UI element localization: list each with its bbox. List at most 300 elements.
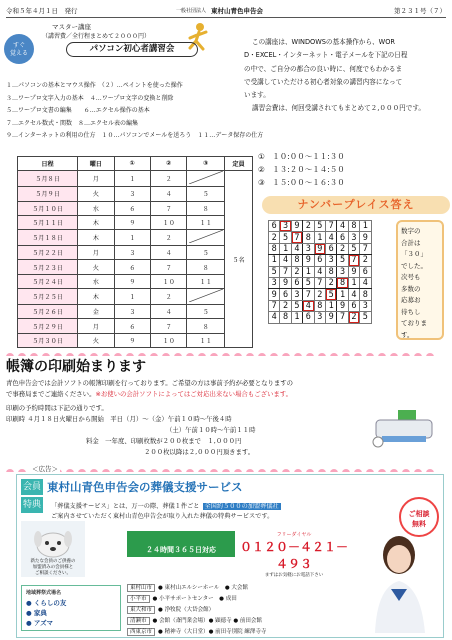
flower-icon xyxy=(390,353,398,356)
grid-cell: 7 xyxy=(337,312,348,323)
slot1-cell: １ xyxy=(114,289,150,305)
grid-cell: 8 xyxy=(269,243,280,254)
flower-icon xyxy=(66,469,74,472)
ad-text1 xyxy=(51,501,281,510)
phone-number[interactable]: ０１２０－４２１－４９３ xyxy=(239,540,348,571)
grid-cell: 5 xyxy=(348,243,359,254)
publisher-name: 東村山青色申告会 xyxy=(211,7,263,15)
ad-box xyxy=(16,474,444,638)
hall-item: ● くらしの友 xyxy=(26,599,67,607)
ledger-p7: ２００枚以降は２,０００円頂きます。 xyxy=(144,448,255,456)
grid-cell: 4 xyxy=(337,221,348,232)
tokuten-label xyxy=(21,497,43,513)
grid-cell: 1 xyxy=(348,277,359,288)
hall-item: ● 家典 xyxy=(26,609,47,617)
slot3-cell: １１ xyxy=(187,274,225,288)
flower-divider xyxy=(6,462,446,472)
slot1-cell: ９ xyxy=(114,274,150,288)
flower-icon xyxy=(186,469,194,472)
grid-cell: 1 xyxy=(314,232,325,243)
dog-caption xyxy=(21,559,85,577)
flower-icon xyxy=(318,469,326,472)
date-cell: ５月２９日 xyxy=(18,319,78,333)
date-cell: ５月２３日 xyxy=(18,260,78,274)
grid-cell: 6 xyxy=(325,243,336,254)
slot2-cell: ７ xyxy=(151,260,187,274)
weekday-cell: 木 xyxy=(78,215,114,229)
slot1-cell: ９ xyxy=(114,215,150,229)
flower-icon xyxy=(258,353,266,356)
flower-icon xyxy=(294,469,302,472)
flower-icon xyxy=(234,469,242,472)
grid-cell: 3 xyxy=(291,289,302,300)
schedule-row xyxy=(18,319,253,333)
grid-cell: 2 xyxy=(303,221,314,232)
badge xyxy=(4,34,34,64)
grid-cell: 9 xyxy=(314,243,325,254)
time-slot: ① １０:００～１１:３０ xyxy=(258,152,345,161)
grid-cell: 4 xyxy=(314,266,325,277)
diagonal-strike xyxy=(189,230,223,243)
tag-kiyose: 清瀬市 xyxy=(127,617,150,625)
weekday-cell: 木 xyxy=(78,289,114,305)
course-item: ５…ワープロ文書の編集 ６…エクセル操作の基本 xyxy=(6,107,150,115)
ledger-p5: （土）午前１０時～午前１１時 xyxy=(166,426,256,434)
capacity-cell: ５名 xyxy=(225,171,253,348)
diagonal-strike xyxy=(189,289,223,302)
flower-icon xyxy=(366,469,374,472)
slot2-cell: １０ xyxy=(151,333,187,347)
grid-cell: 4 xyxy=(360,277,371,288)
grid-cell: 5 xyxy=(280,232,291,243)
col-slot2: ② xyxy=(151,157,187,171)
dog-caption-2: 加盟済みの会員様と xyxy=(32,565,74,570)
ledger-title: 帳簿の印刷始まります xyxy=(6,359,146,375)
puzzle-grid xyxy=(268,220,372,324)
hall-item: ● アズマ xyxy=(26,619,54,627)
grid-cell: 8 xyxy=(303,232,314,243)
tokuten-2: 典 xyxy=(32,500,42,510)
flower-icon xyxy=(102,469,110,472)
tag-higashimurayama: 東村山市 xyxy=(127,584,155,592)
dog-caption-1: 新たな会員のご供養の xyxy=(30,559,76,564)
col-date: 日程 xyxy=(18,157,78,171)
grid-cell: 2 xyxy=(337,243,348,254)
grid-cell: 5 xyxy=(303,277,314,288)
tokuten-1: 特 xyxy=(22,500,32,510)
flower-icon xyxy=(222,469,230,472)
slot1-cell: ６ xyxy=(114,201,150,215)
flower-icon xyxy=(174,353,182,356)
schedule-row xyxy=(18,246,253,260)
ledger-p3: 印刷の予約時間は下記の通りです。 xyxy=(6,404,108,412)
grid-cell: 5 xyxy=(337,255,348,266)
slot2-cell: ７ xyxy=(151,319,187,333)
ad-text1-box: 全国約５００の加盟葬儀社 xyxy=(204,503,279,510)
weekday-cell: 月 xyxy=(78,171,114,187)
flower-icon xyxy=(186,353,194,356)
slot3-cell: １１ xyxy=(187,215,225,229)
operator-photo xyxy=(361,529,439,633)
slot1-cell: ９ xyxy=(114,333,150,347)
date-cell: ５月２６日 xyxy=(18,305,78,319)
flower-icon xyxy=(354,469,362,472)
grid-cell: 3 xyxy=(325,255,336,266)
schedule-table xyxy=(17,156,253,348)
slot2-cell: ４ xyxy=(151,305,187,319)
grid-cell: 6 xyxy=(314,255,325,266)
date-cell: ５月３０日 xyxy=(18,333,78,347)
slot3-cell: ８ xyxy=(187,260,225,274)
weekday-cell: 木 xyxy=(78,230,114,246)
slot1-cell: ３ xyxy=(114,305,150,319)
grid-cell: 1 xyxy=(325,300,336,311)
grid-cell: 3 xyxy=(269,277,280,288)
grid-cell: 5 xyxy=(269,266,280,277)
intro-line: 講習会費は、何回受講されてもまとめて２,０００円です。 xyxy=(252,104,426,113)
weekday-cell: 月 xyxy=(78,246,114,260)
grid-cell: 2 xyxy=(360,255,371,266)
grid-cell: 4 xyxy=(291,243,302,254)
col-slot3: ③ xyxy=(187,157,225,171)
side-line: 次号も xyxy=(401,273,421,281)
side-line: 合計は xyxy=(401,238,421,247)
grid-cell: 8 xyxy=(348,221,359,232)
grid-cell: 8 xyxy=(280,312,291,323)
course-main-title: パソコン初心者講習会 xyxy=(66,42,198,57)
date-cell: ５月９日 xyxy=(18,187,78,201)
phone-block xyxy=(235,531,353,578)
grid-cell: 1 xyxy=(337,289,348,300)
grid-cell: 9 xyxy=(348,266,359,277)
schedule-row xyxy=(18,201,253,215)
grid-cell: 6 xyxy=(360,266,371,277)
tag-nishitokyo: 西東京市 xyxy=(127,628,155,636)
grid-cell: 7 xyxy=(280,266,291,277)
slot3-cell xyxy=(187,171,225,187)
grid-cell: 1 xyxy=(280,243,291,254)
grid-cell: 7 xyxy=(303,289,314,300)
grid-cell: 9 xyxy=(280,277,291,288)
grid-cell: 7 xyxy=(314,277,325,288)
slot2-cell: ４ xyxy=(151,187,187,201)
grid-cell: 3 xyxy=(348,232,359,243)
date-cell: ５月２５日 xyxy=(18,289,78,305)
ledger-p4: 印刷時 ４月１８日火曜日から開始 平日（月）～（金）午前１０時～午後４時 xyxy=(6,415,232,423)
flower-icon xyxy=(210,353,218,356)
grid-row xyxy=(269,232,372,243)
grid-cell: 7 xyxy=(291,232,302,243)
flower-icon xyxy=(330,469,338,472)
flower-icon xyxy=(150,353,158,356)
grid-row xyxy=(269,300,372,311)
slot1-cell: １ xyxy=(114,171,150,187)
grid-cell: 9 xyxy=(337,300,348,311)
flower-icon xyxy=(174,469,182,472)
side-line: 数字の xyxy=(401,227,421,235)
intro-line: この講座は、WINDOWSの基本操作から、WOR xyxy=(252,38,395,46)
hours-box: ２４時間３６５日対応 xyxy=(127,531,235,557)
flower-icon xyxy=(246,353,254,356)
grid-row xyxy=(269,266,372,277)
grid-cell: 7 xyxy=(348,255,359,266)
grid-cell: 6 xyxy=(269,221,280,232)
grid-cell: 2 xyxy=(325,277,336,288)
grid-cell: 5 xyxy=(314,221,325,232)
weekday-cell: 月 xyxy=(78,319,114,333)
flower-icon xyxy=(366,353,374,356)
dog-caption-3: ご相談ください。 xyxy=(35,571,71,576)
side-line: 待ちし xyxy=(401,307,421,316)
slot3-cell: ５ xyxy=(187,246,225,260)
flower-icon xyxy=(282,469,290,472)
grid-cell: 3 xyxy=(314,312,325,323)
grid-cell: 9 xyxy=(325,312,336,323)
flower-icon xyxy=(258,469,266,472)
col-weekday: 曜日 xyxy=(78,157,114,171)
consult-2: 無料 xyxy=(412,520,426,528)
intro-line: います。 xyxy=(244,91,270,100)
intro-line: で受講していただける初心者対象の講習内容になって xyxy=(244,77,403,86)
date-cell: ５月８日 xyxy=(18,171,78,187)
grid-cell: 3 xyxy=(337,266,348,277)
puzzle-title: ナンバープレイス答え xyxy=(262,196,450,214)
grid-cell: 6 xyxy=(337,232,348,243)
flower-icon xyxy=(402,469,410,472)
flower-icon xyxy=(402,353,410,356)
weekday-cell: 火 xyxy=(78,187,114,201)
flower-icon xyxy=(198,469,206,472)
flower-icon xyxy=(138,469,146,472)
badge-line2: 覚える xyxy=(9,50,28,57)
flower-icon xyxy=(318,353,326,356)
publisher-prefix: 一般社団法人 xyxy=(176,8,207,14)
grid-cell: 9 xyxy=(360,232,371,243)
puzzle-side-note xyxy=(396,220,444,340)
side-line: 応募お xyxy=(401,296,421,304)
flower-icon xyxy=(114,469,122,472)
schedule-row xyxy=(18,230,253,246)
weekday-cell: 火 xyxy=(78,333,114,347)
grid-cell: 2 xyxy=(348,312,359,323)
flower-icon xyxy=(210,469,218,472)
slot3-cell: １１ xyxy=(187,333,225,347)
issue-number: 第２３１号（７） xyxy=(394,7,446,15)
grid-cell: 2 xyxy=(314,289,325,300)
kaiin-label xyxy=(21,479,43,495)
flower-icon xyxy=(78,469,86,472)
schedule-row xyxy=(18,274,253,288)
flower-icon xyxy=(150,469,158,472)
flower-icon xyxy=(342,469,350,472)
grid-cell: 9 xyxy=(269,289,280,300)
slot2-cell: ２ xyxy=(151,230,187,246)
side-line: でした。 xyxy=(401,261,427,270)
slot3-cell: ８ xyxy=(187,319,225,333)
slot3-cell xyxy=(187,289,225,305)
schedule-row xyxy=(18,171,253,187)
flower-icon xyxy=(90,469,98,472)
flower-icon xyxy=(198,353,206,356)
side-line: ております。 xyxy=(401,319,427,339)
schedule-row xyxy=(18,305,253,319)
grid-cell: 1 xyxy=(269,255,280,266)
slot2-cell: ４ xyxy=(151,246,187,260)
ledger-p2b: ※お使いの会計ソフトによってはご対応出来ない場合もございます。 xyxy=(95,390,293,398)
tag-higashiyamato: 東大和市 xyxy=(127,606,155,614)
grid-row xyxy=(269,289,372,300)
flower-icon xyxy=(162,353,170,356)
flower-icon xyxy=(378,469,386,472)
date-cell: ５月２２日 xyxy=(18,246,78,260)
hall-list-5: ● 精神寺（大日堂）● 前田寺別院 練澤寺寺 xyxy=(158,629,267,635)
weekday-cell: 火 xyxy=(78,260,114,274)
intro-line: D・EXCEL・インターネット・電子メールを下記の日程 xyxy=(244,51,408,60)
course-fee: （講習費／全行程まとめて２０００円） xyxy=(42,33,151,40)
ad-text1-main: 「葬儀支援サービス」とは、万一の際、葬儀１件ごと xyxy=(51,503,200,510)
phone-label: フリーダイヤル xyxy=(276,532,312,538)
grid-row xyxy=(269,312,372,323)
flower-icon xyxy=(378,353,386,356)
grid-cell: 8 xyxy=(314,300,325,311)
course-items xyxy=(6,80,306,143)
weekday-cell: 金 xyxy=(78,305,114,319)
ad-label: ＜広告＞ xyxy=(32,465,58,473)
grid-cell: 4 xyxy=(325,232,336,243)
date-cell: ５月１０日 xyxy=(18,201,78,215)
time-slot: ② １３:２０～１４:５０ xyxy=(258,165,345,174)
ledger-p2a: で事務局までご連絡ください。 xyxy=(6,390,96,398)
grid-cell: 4 xyxy=(303,300,314,311)
grid-cell: 1 xyxy=(291,312,302,323)
flower-icon xyxy=(306,469,314,472)
schedule-row xyxy=(18,187,253,201)
grid-cell: 8 xyxy=(360,289,371,300)
intro-line: の中で、ご自分の都合の良い時に、何度でもわかるま xyxy=(244,64,403,73)
grid-cell: 3 xyxy=(360,300,371,311)
hall-list-1: ● 東村山エルシーホール ● 大会館 xyxy=(158,585,248,591)
hall-list-3: ● 浄牧院（大岱会館） xyxy=(158,607,215,613)
grid-cell: 7 xyxy=(325,221,336,232)
grid-cell: 3 xyxy=(303,243,314,254)
schedule-header-row xyxy=(18,157,253,171)
slot2-cell: １０ xyxy=(151,274,187,288)
hall-list xyxy=(127,583,363,633)
slot2-cell: ２ xyxy=(151,289,187,305)
date-cell: ５月１８日 xyxy=(18,230,78,246)
kaiin-1: 会 xyxy=(22,482,32,492)
kaiin-2: 員 xyxy=(32,482,42,492)
grid-cell: 3 xyxy=(280,221,291,232)
flower-icon xyxy=(126,469,134,472)
side-line: 多数の xyxy=(401,284,421,293)
grid-cell: 7 xyxy=(269,300,280,311)
flower-icon xyxy=(354,353,362,356)
slot3-cell: ５ xyxy=(187,305,225,319)
ledger-p1: 青色申告会では会計ソフトの帳簿印刷を行っております。ご希望の方は事前予約が必要となりますの xyxy=(6,379,294,387)
grid-cell: 7 xyxy=(360,243,371,254)
grid-cell: 6 xyxy=(280,289,291,300)
slot2-cell: １０ xyxy=(151,215,187,229)
slot2-cell: ７ xyxy=(151,201,187,215)
schedule-row xyxy=(18,289,253,305)
slot1-cell: ６ xyxy=(114,319,150,333)
grid-cell: 5 xyxy=(291,300,302,311)
consult-1: ご相談 xyxy=(408,510,430,518)
slot1-cell: ６ xyxy=(114,260,150,274)
grid-cell: 4 xyxy=(280,255,291,266)
flower-icon xyxy=(294,353,302,356)
grid-cell: 1 xyxy=(303,266,314,277)
grid-cell: 8 xyxy=(291,255,302,266)
flower-icon xyxy=(222,353,230,356)
dog-photo xyxy=(21,521,85,577)
flower-icon xyxy=(6,469,14,472)
grid-cell: 2 xyxy=(280,300,291,311)
grid-cell: 6 xyxy=(291,277,302,288)
flower-icon xyxy=(270,353,278,356)
slot2-cell: ２ xyxy=(151,171,187,187)
phone-sub: まずはお気軽にお電話下さい xyxy=(264,573,324,578)
slot1-cell: １ xyxy=(114,230,150,246)
grid-row xyxy=(269,243,372,254)
flower-icon xyxy=(162,469,170,472)
badge-line1: すぐ xyxy=(12,42,25,49)
col-capacity: 定員 xyxy=(225,157,253,171)
weekday-cell: 水 xyxy=(78,201,114,215)
course-item: ９…インターネットの利用の仕方 １０…パソコンでメールを送ろう １１…データ保存の仕方 xyxy=(6,132,264,140)
grid-cell: 6 xyxy=(303,312,314,323)
grid-cell: 5 xyxy=(360,312,371,323)
grid-cell: 8 xyxy=(325,266,336,277)
flower-divider xyxy=(6,346,446,356)
time-slot: ③ １５:００～１６:３０ xyxy=(258,178,345,187)
weekday-cell: 水 xyxy=(78,274,114,288)
grid-cell: 4 xyxy=(269,312,280,323)
printer-icon xyxy=(370,408,442,448)
course-item: ７…エクセル数式・関数 ８…エクセル表の編集 xyxy=(6,119,139,127)
flower-icon xyxy=(330,353,338,356)
flower-icon xyxy=(282,353,290,356)
grid-cell: 9 xyxy=(303,255,314,266)
grid-cell: 2 xyxy=(291,266,302,277)
course-item: １…パソコンの基本とマウス操作 （２）…ペイントを使った操作 xyxy=(6,82,183,89)
hall-list-4: ● 会館（斎門業会場）● 顕徳寺 ● 前田会館 xyxy=(152,618,262,624)
slot3-cell xyxy=(187,230,225,246)
col-slot1: ① xyxy=(114,157,150,171)
course-item: ３…ワープロ文字入力の基本 ４…ワープロ文字の変換と削除 xyxy=(6,94,174,102)
side-line: 「３０」 xyxy=(401,250,427,258)
flower-icon xyxy=(426,469,434,472)
hall-list-2: ● 小平サポートセンター ● 成田 xyxy=(152,596,237,602)
grid-row xyxy=(269,277,372,288)
flower-icon xyxy=(414,469,422,472)
course-times xyxy=(258,150,345,189)
course-title-small: マスター講座 xyxy=(52,23,91,31)
date-cell: ５月２４日 xyxy=(18,274,78,288)
date-cell: ５月１１日 xyxy=(18,215,78,229)
ad-headline: 東村山青色申告会の葬儀支援サービス xyxy=(47,480,243,494)
grid-cell: 4 xyxy=(348,289,359,300)
flower-icon xyxy=(246,469,254,472)
grid-row xyxy=(269,221,372,232)
flower-icon xyxy=(270,469,278,472)
grid-cell: 6 xyxy=(348,300,359,311)
tag-kodaira: 小平市 xyxy=(127,595,150,603)
page-header xyxy=(6,2,446,18)
grid-cell: 9 xyxy=(291,221,302,232)
flower-icon xyxy=(426,353,434,356)
